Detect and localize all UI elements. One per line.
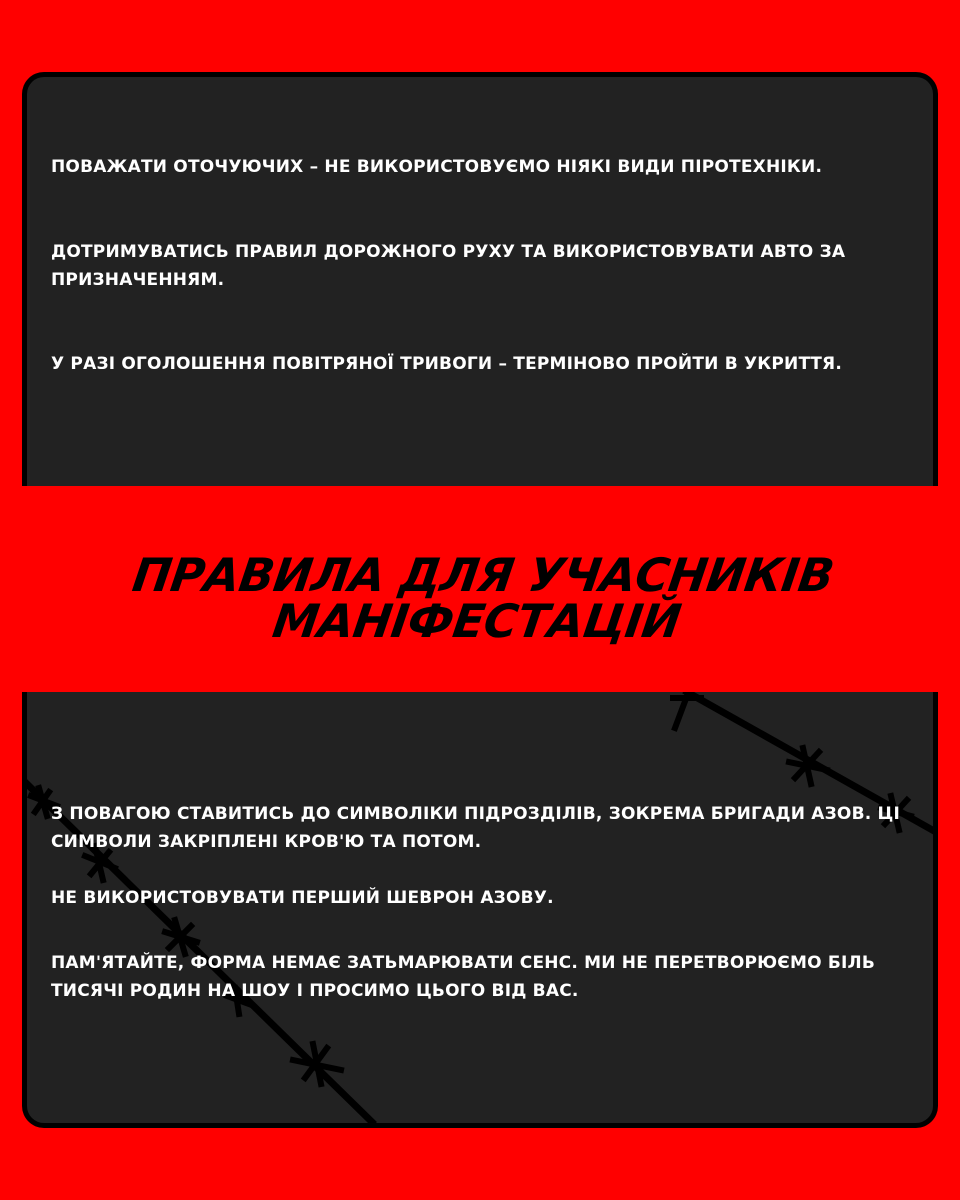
title-line-2: МАНІФЕСТАЦІЙ bbox=[269, 594, 685, 648]
rule-item: У РАЗІ ОГОЛОШЕННЯ ПОВІТРЯНОЇ ТРИВОГИ – ТЕРМІНОВО ПРОЙТИ В УКРИТТЯ. bbox=[51, 354, 842, 374]
rule-item: ПАМ'ЯТАЙТЕ, ФОРМА НЕМАЄ ЗАТЬМАРЮВАТИ СЕНС. МИ НЕ ПЕРЕТВОРЮЄМО БІЛЬ ТИСЯЧІ РОДИН НА ШОУ І ПРОСИМО ЦЬОГО ВІД ВАС. bbox=[51, 953, 876, 1001]
rule-item: ДОТРИМУВАТИСЬ ПРАВИЛ ДОРОЖНОГО РУХУ ТА ВИКОРИСТОВУВАТИ АВТО ЗА ПРИЗНАЧЕННЯМ. bbox=[51, 242, 846, 290]
title-line-1: ПРАВИЛА ДЛЯ УЧАСНИКІВ bbox=[129, 548, 838, 602]
top-rules-panel bbox=[22, 72, 938, 486]
bottom-rules-panel bbox=[22, 692, 938, 1128]
rule-item: З ПОВАГОЮ СТАВИТИСЬ ДО СИМВОЛІКИ ПІДРОЗДІЛІВ, ЗОКРЕМА БРИГАДИ АЗОВ. ЦІ СИМВОЛИ ЗАКРІПЛЕНІ КРОВ'Ю ТА ПОТОМ. bbox=[51, 804, 901, 852]
barb-icon bbox=[673, 696, 701, 728]
rule-item: НЕ ВИКОРИСТОВУВАТИ ПЕРШИЙ ШЕВРОН АЗОВУ. bbox=[51, 888, 554, 908]
rule-item: ПОВАЖАТИ ОТОЧУЮЧИХ – НЕ ВИКОРИСТОВУЄМО НІЯКІ ВИДИ ПІРОТЕХНІКИ. bbox=[51, 157, 823, 177]
page-title bbox=[0, 548, 960, 648]
